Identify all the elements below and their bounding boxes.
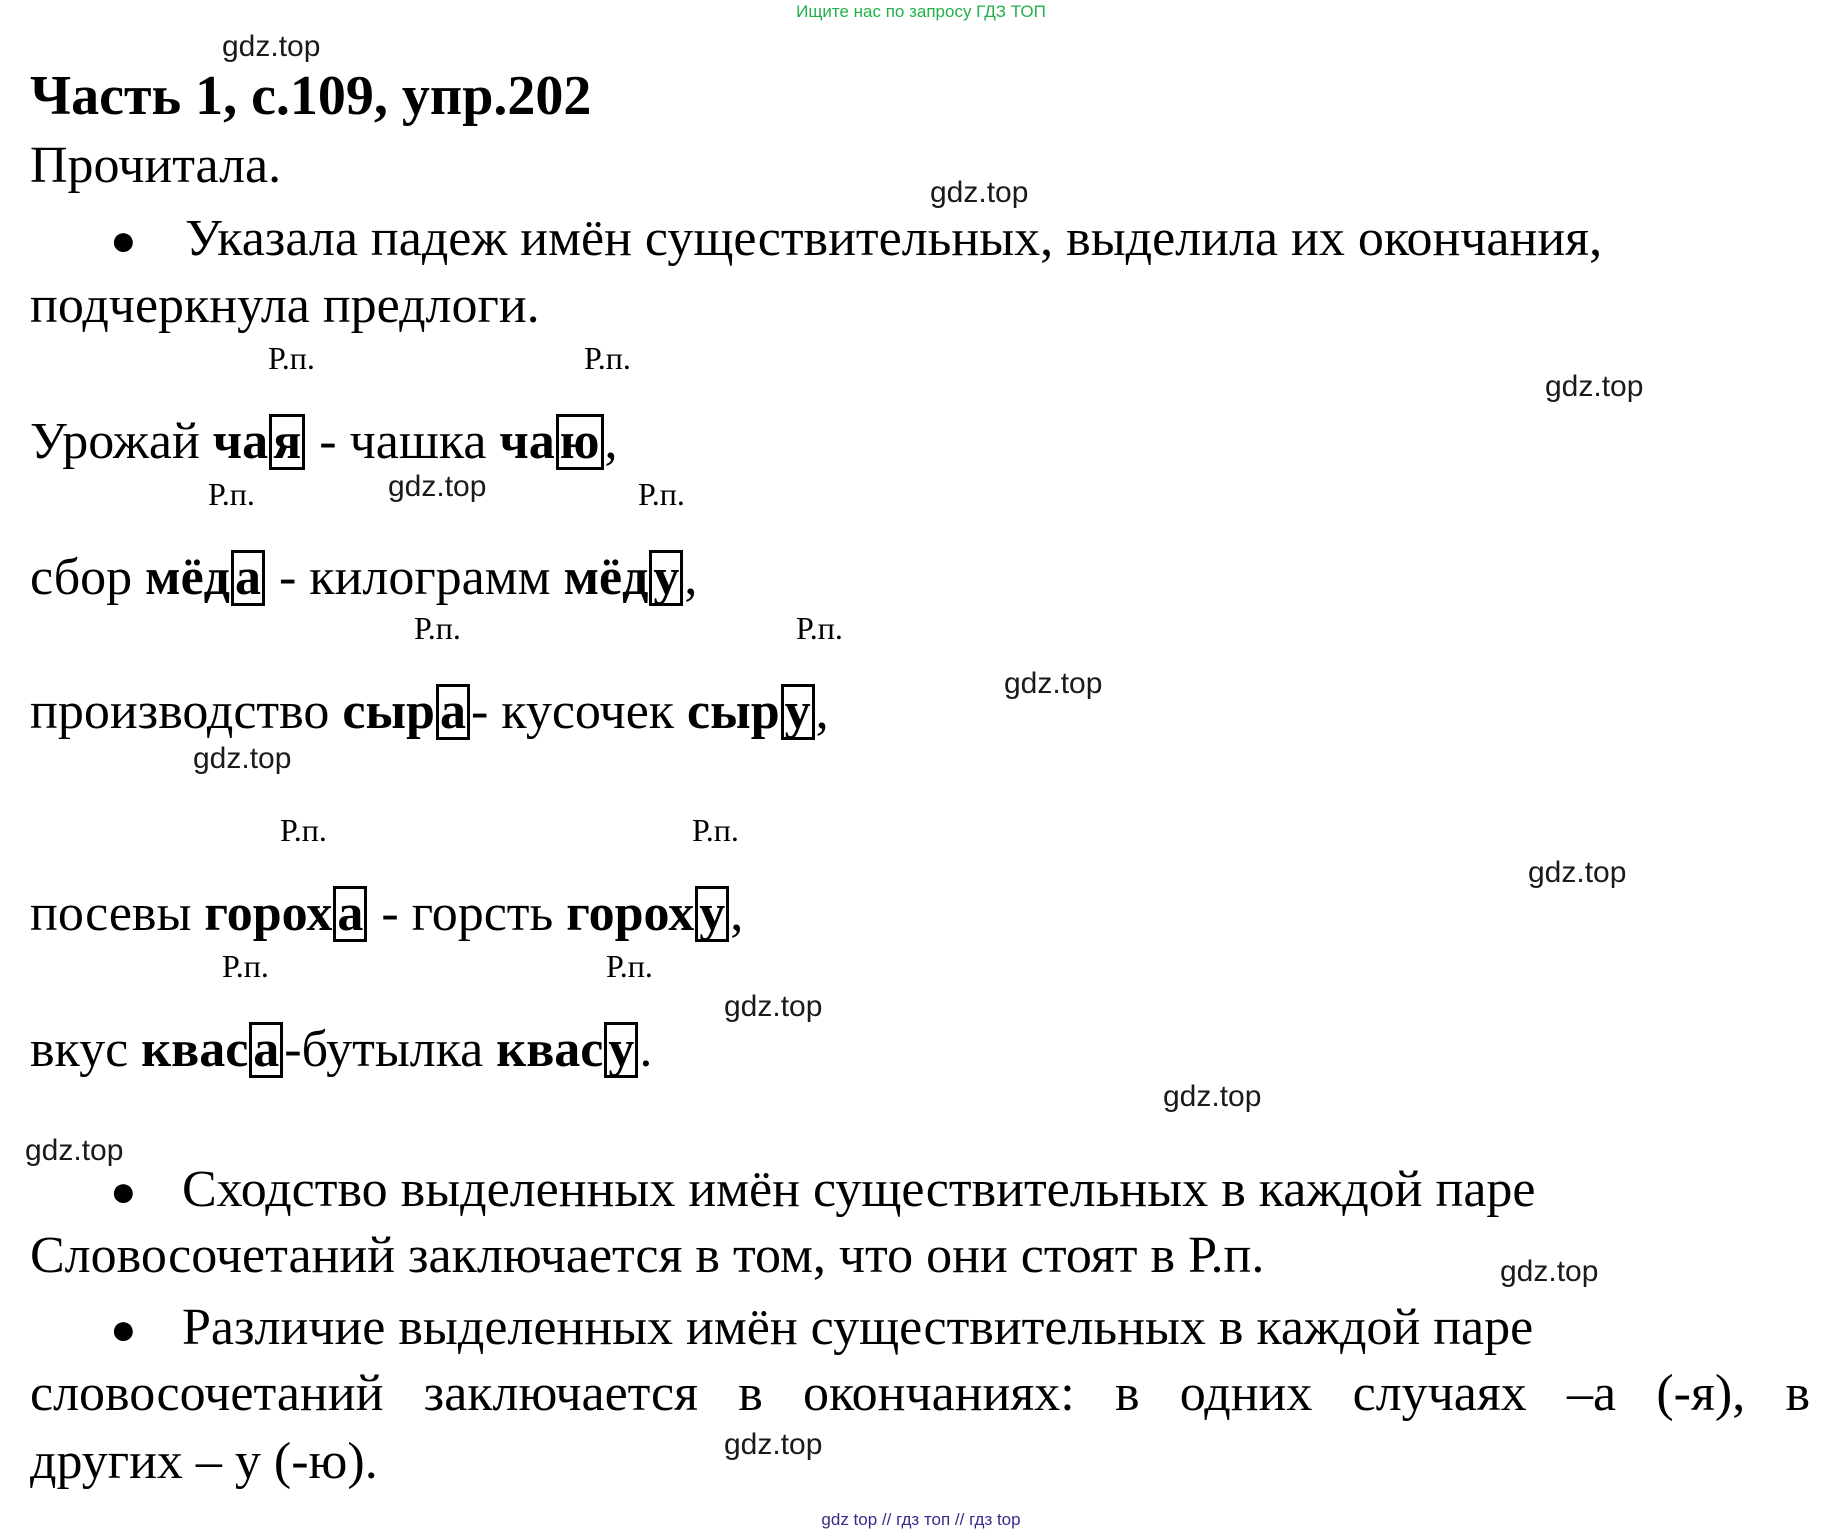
- top-banner: Ищите нас по запросу ГДЗ ТОП: [796, 2, 1046, 21]
- pair-row-3: [30, 678, 829, 746]
- noun-ending-box: я: [269, 414, 305, 470]
- case-label: Р.п.: [584, 340, 631, 376]
- noun-stem: горох: [204, 885, 333, 942]
- difference-line3: других – у (-ю).: [30, 1433, 378, 1490]
- noun-stem: сыр: [687, 683, 780, 740]
- pair-tail: ,: [815, 683, 829, 740]
- difference-line2: словосочетаний заключается в окончаниях: в одних случаях –а (-я), в: [30, 1365, 1810, 1422]
- pair-tail: .: [639, 1021, 653, 1078]
- pair-row-4: [30, 880, 743, 948]
- watermark: gdz.top: [930, 176, 1029, 209]
- watermark: gdz.top: [724, 1428, 823, 1461]
- noun-ending-box: а: [231, 550, 265, 606]
- watermark: gdz.top: [1500, 1255, 1599, 1288]
- watermark: gdz.top: [1004, 667, 1103, 700]
- pair-prefix: производство: [30, 683, 343, 740]
- difference-line1: Различие выделенных имён существительных в каждой паре: [182, 1299, 1534, 1356]
- case-label: Р.п.: [280, 812, 327, 848]
- pair-tail: ,: [730, 885, 744, 942]
- pair-separator: - горсть: [368, 885, 567, 942]
- noun-stem: горох: [566, 885, 695, 942]
- watermark: gdz.top: [724, 990, 823, 1023]
- pair-prefix: посевы: [30, 885, 205, 942]
- noun-stem: ча: [499, 413, 555, 470]
- watermark: gdz.top: [1163, 1080, 1262, 1113]
- case-label: Р.п.: [606, 948, 653, 984]
- pair-tail: ,: [684, 549, 698, 606]
- case-label: Р.п.: [692, 812, 739, 848]
- pair-separator: - килограмм: [265, 549, 564, 606]
- similarity-line2: Словосочетаний заключается в том, что они стоят в Р.п.: [30, 1227, 1265, 1284]
- pair-separator: - кусочек: [470, 683, 688, 740]
- pair-prefix: вкус: [30, 1021, 142, 1078]
- pair-row-5: [30, 1016, 652, 1084]
- similarity-line1: Сходство выделенных имён существительных в каждой паре: [182, 1161, 1536, 1218]
- pair-tail: ,: [604, 413, 618, 470]
- watermark: gdz.top: [25, 1134, 124, 1167]
- pair-prefix: Урожай: [30, 413, 213, 470]
- noun-stem: мёд: [563, 549, 649, 606]
- pair-row-2: [30, 544, 697, 612]
- watermark: gdz.top: [1545, 370, 1644, 403]
- noun-ending-box: ю: [556, 414, 604, 470]
- difference-line2-wrap: [30, 1360, 1810, 1428]
- task1-line2: подчеркнула предлоги.: [30, 277, 540, 334]
- watermark: gdz.top: [193, 742, 292, 775]
- noun-ending-box: а: [436, 684, 470, 740]
- noun-ending-box: у: [695, 886, 729, 942]
- intro-text: Прочитала.: [30, 137, 282, 194]
- noun-stem: сыр: [342, 683, 435, 740]
- case-label: Р.п.: [268, 340, 315, 376]
- noun-ending-box: а: [333, 886, 367, 942]
- noun-ending-box: у: [604, 1022, 638, 1078]
- noun-ending-box: а: [249, 1022, 283, 1078]
- noun-stem: квас: [496, 1021, 604, 1078]
- task-bullet: ●: [110, 216, 137, 265]
- footer-links: gdz top // гдз топ // гдз top: [821, 1510, 1021, 1529]
- similarity-bullet: ●: [110, 1167, 137, 1216]
- noun-stem: ча: [212, 413, 269, 470]
- watermark: gdz.top: [222, 30, 321, 63]
- difference-bullet: ●: [110, 1305, 137, 1354]
- case-label: Р.п.: [222, 948, 269, 984]
- noun-stem: квас: [141, 1021, 249, 1078]
- watermark: gdz.top: [1528, 856, 1627, 889]
- pair-separator: - чашка: [306, 413, 500, 470]
- page-title: Часть 1, с.109, упр.202: [30, 65, 592, 127]
- case-label: Р.п.: [414, 610, 461, 646]
- noun-ending-box: у: [781, 684, 815, 740]
- pair-separator: -бутылка: [284, 1021, 497, 1078]
- watermark: gdz.top: [388, 470, 487, 503]
- case-label: Р.п.: [796, 610, 843, 646]
- pair-row-1: [30, 408, 618, 476]
- pair-prefix: сбор: [30, 549, 146, 606]
- case-label: Р.п.: [638, 476, 685, 512]
- case-label: Р.п.: [208, 476, 255, 512]
- noun-ending-box: у: [649, 550, 683, 606]
- noun-stem: мёд: [145, 549, 230, 606]
- task1-line1: Указала падеж имён существительных, выделила их окончания,: [185, 210, 1603, 267]
